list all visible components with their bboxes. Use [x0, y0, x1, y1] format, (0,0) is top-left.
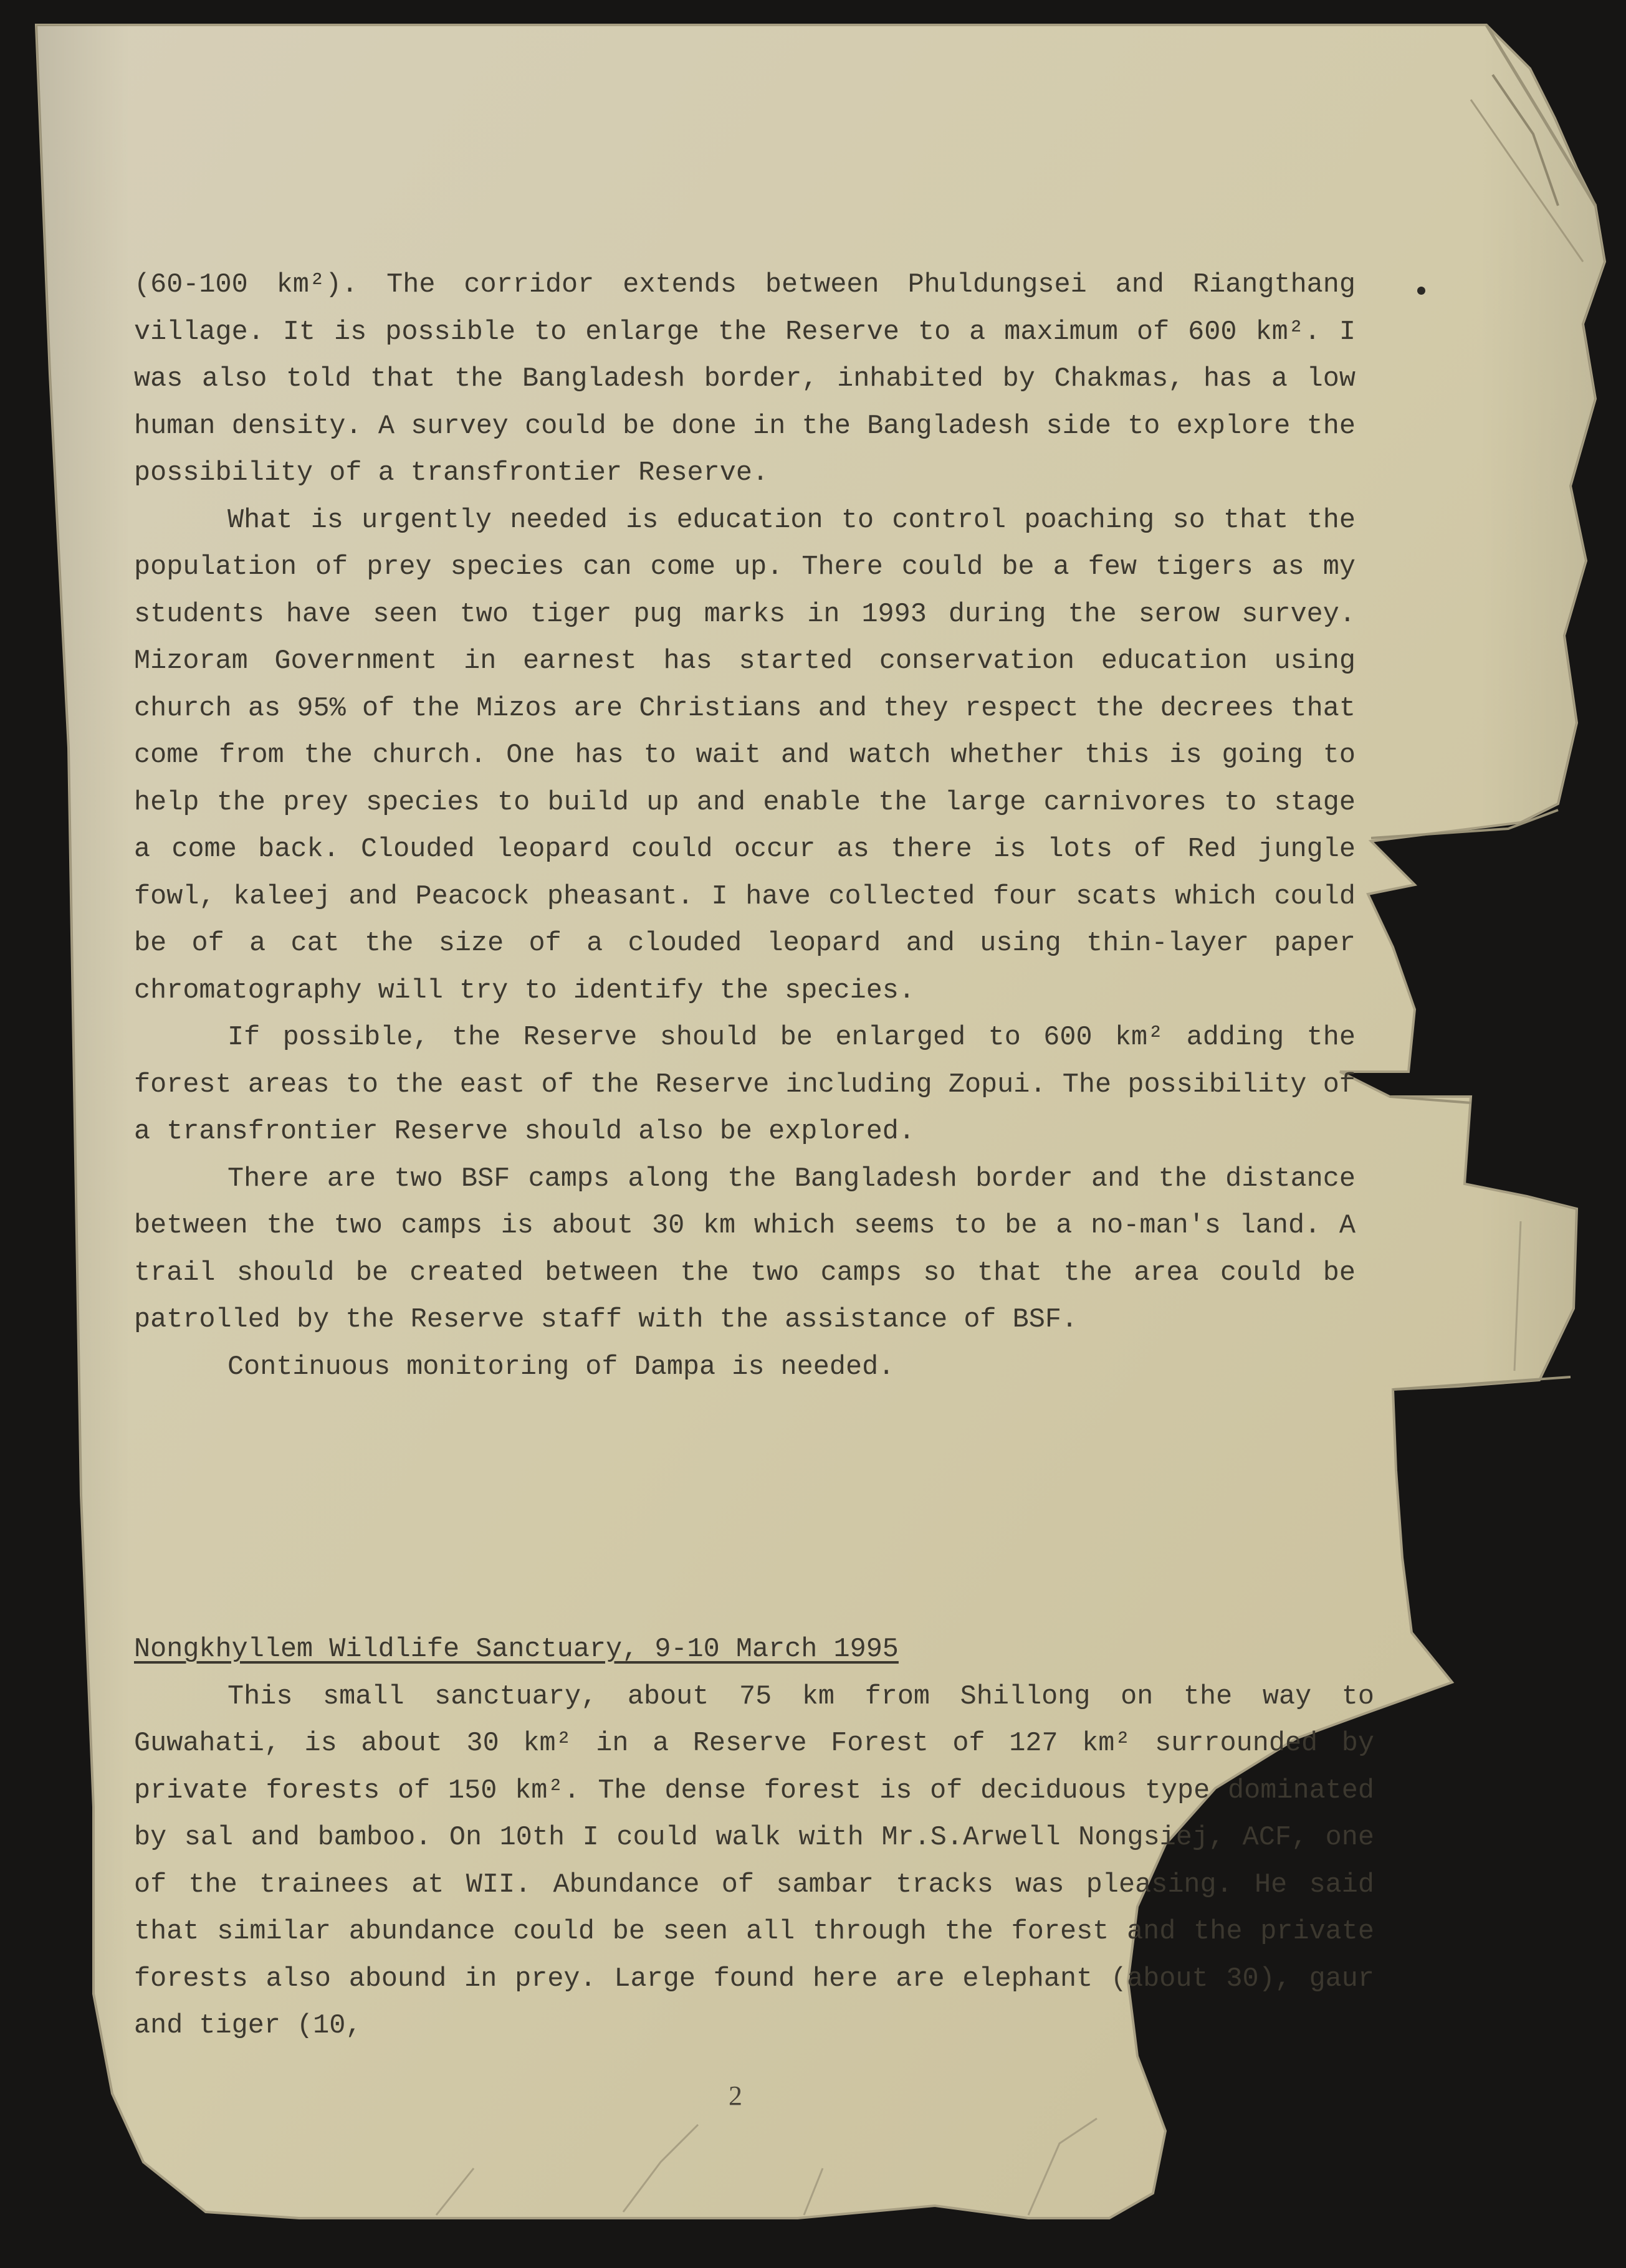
paragraph-corridor: (60-100 km²). The corridor extends between Phuldungsei and Riangthang village. It is possible to enlarge the Reserve to a maximum of 600 km². I was also told that the Bangladesh border, inhabited by Chakmas, has a low human density. A survey could be done in the Bangladesh side to explore the possibility of a transfrontier Reserve. — [134, 270, 1356, 488]
paragraph-monitoring: Continuous monitoring of Dampa is needed. — [227, 1351, 895, 1383]
paragraph-enlarge-reserve: If possible, the Reserve should be enlarged to 600 km² adding the forest areas to the east of the Reserve including Zopui. The possibility of a transfrontier Reserve should also be explored. — [134, 1022, 1356, 1147]
paragraph-nongkhyllem: This small sanctuary, about 75 km from Shillong on the way to Guwahati, is about 30 km² in a Reserve Forest of 127 km² surrounded by private forests of 150 km². The dense forest is of deciduous type dominated by sal and bamboo. On 10th I could walk with Mr.S.Arwell Nongsiej, ACF, one of the trainees at WII. Abundance of sambar tracks was pleasing. He said that similar abundance could be seen all through the forest and the private forests also abound in prey. Large found here are elephant (about 30), gaur and tiger (10, — [134, 1681, 1374, 2041]
paragraph-bsf-camps: There are two BSF camps along the Bangladesh border and the distance between the two camps is about 30 km which seems to be a no-man's land. A trail should be created between the two camps so that the area could be patrolled by the Reserve staff with the assistance of BSF. — [134, 1163, 1356, 1335]
margin-dot-mark — [1417, 287, 1425, 295]
section-heading: Nongkhyllem Wildlife Sanctuary, 9-10 March 1995 — [134, 1634, 899, 1665]
section-block — [134, 1626, 1374, 2050]
paragraph-education: What is urgently needed is education to control poaching so that the population of prey species can come up. There could be a few tigers as my students have seen two tiger pug marks in 1993 during the serow survey. Mizoram Government in earnest has started conservation education using church as 95% of the Mizos are Christians and they respect the decrees that come from the church. One has to wait and watch whether this is going to help the prey species to build up and enable the large carnivores to stage a come back. Clouded leopard could occur as there is lots of Red jungle fowl, kaleej and Peacock pheasant. I have collected four scats which could be of a cat the size of a clouded leopard and using thin-layer paper chromatography will try to identify the species. — [134, 505, 1356, 1006]
main-text-block — [134, 262, 1356, 1391]
page-number: 2 — [729, 2080, 742, 2111]
